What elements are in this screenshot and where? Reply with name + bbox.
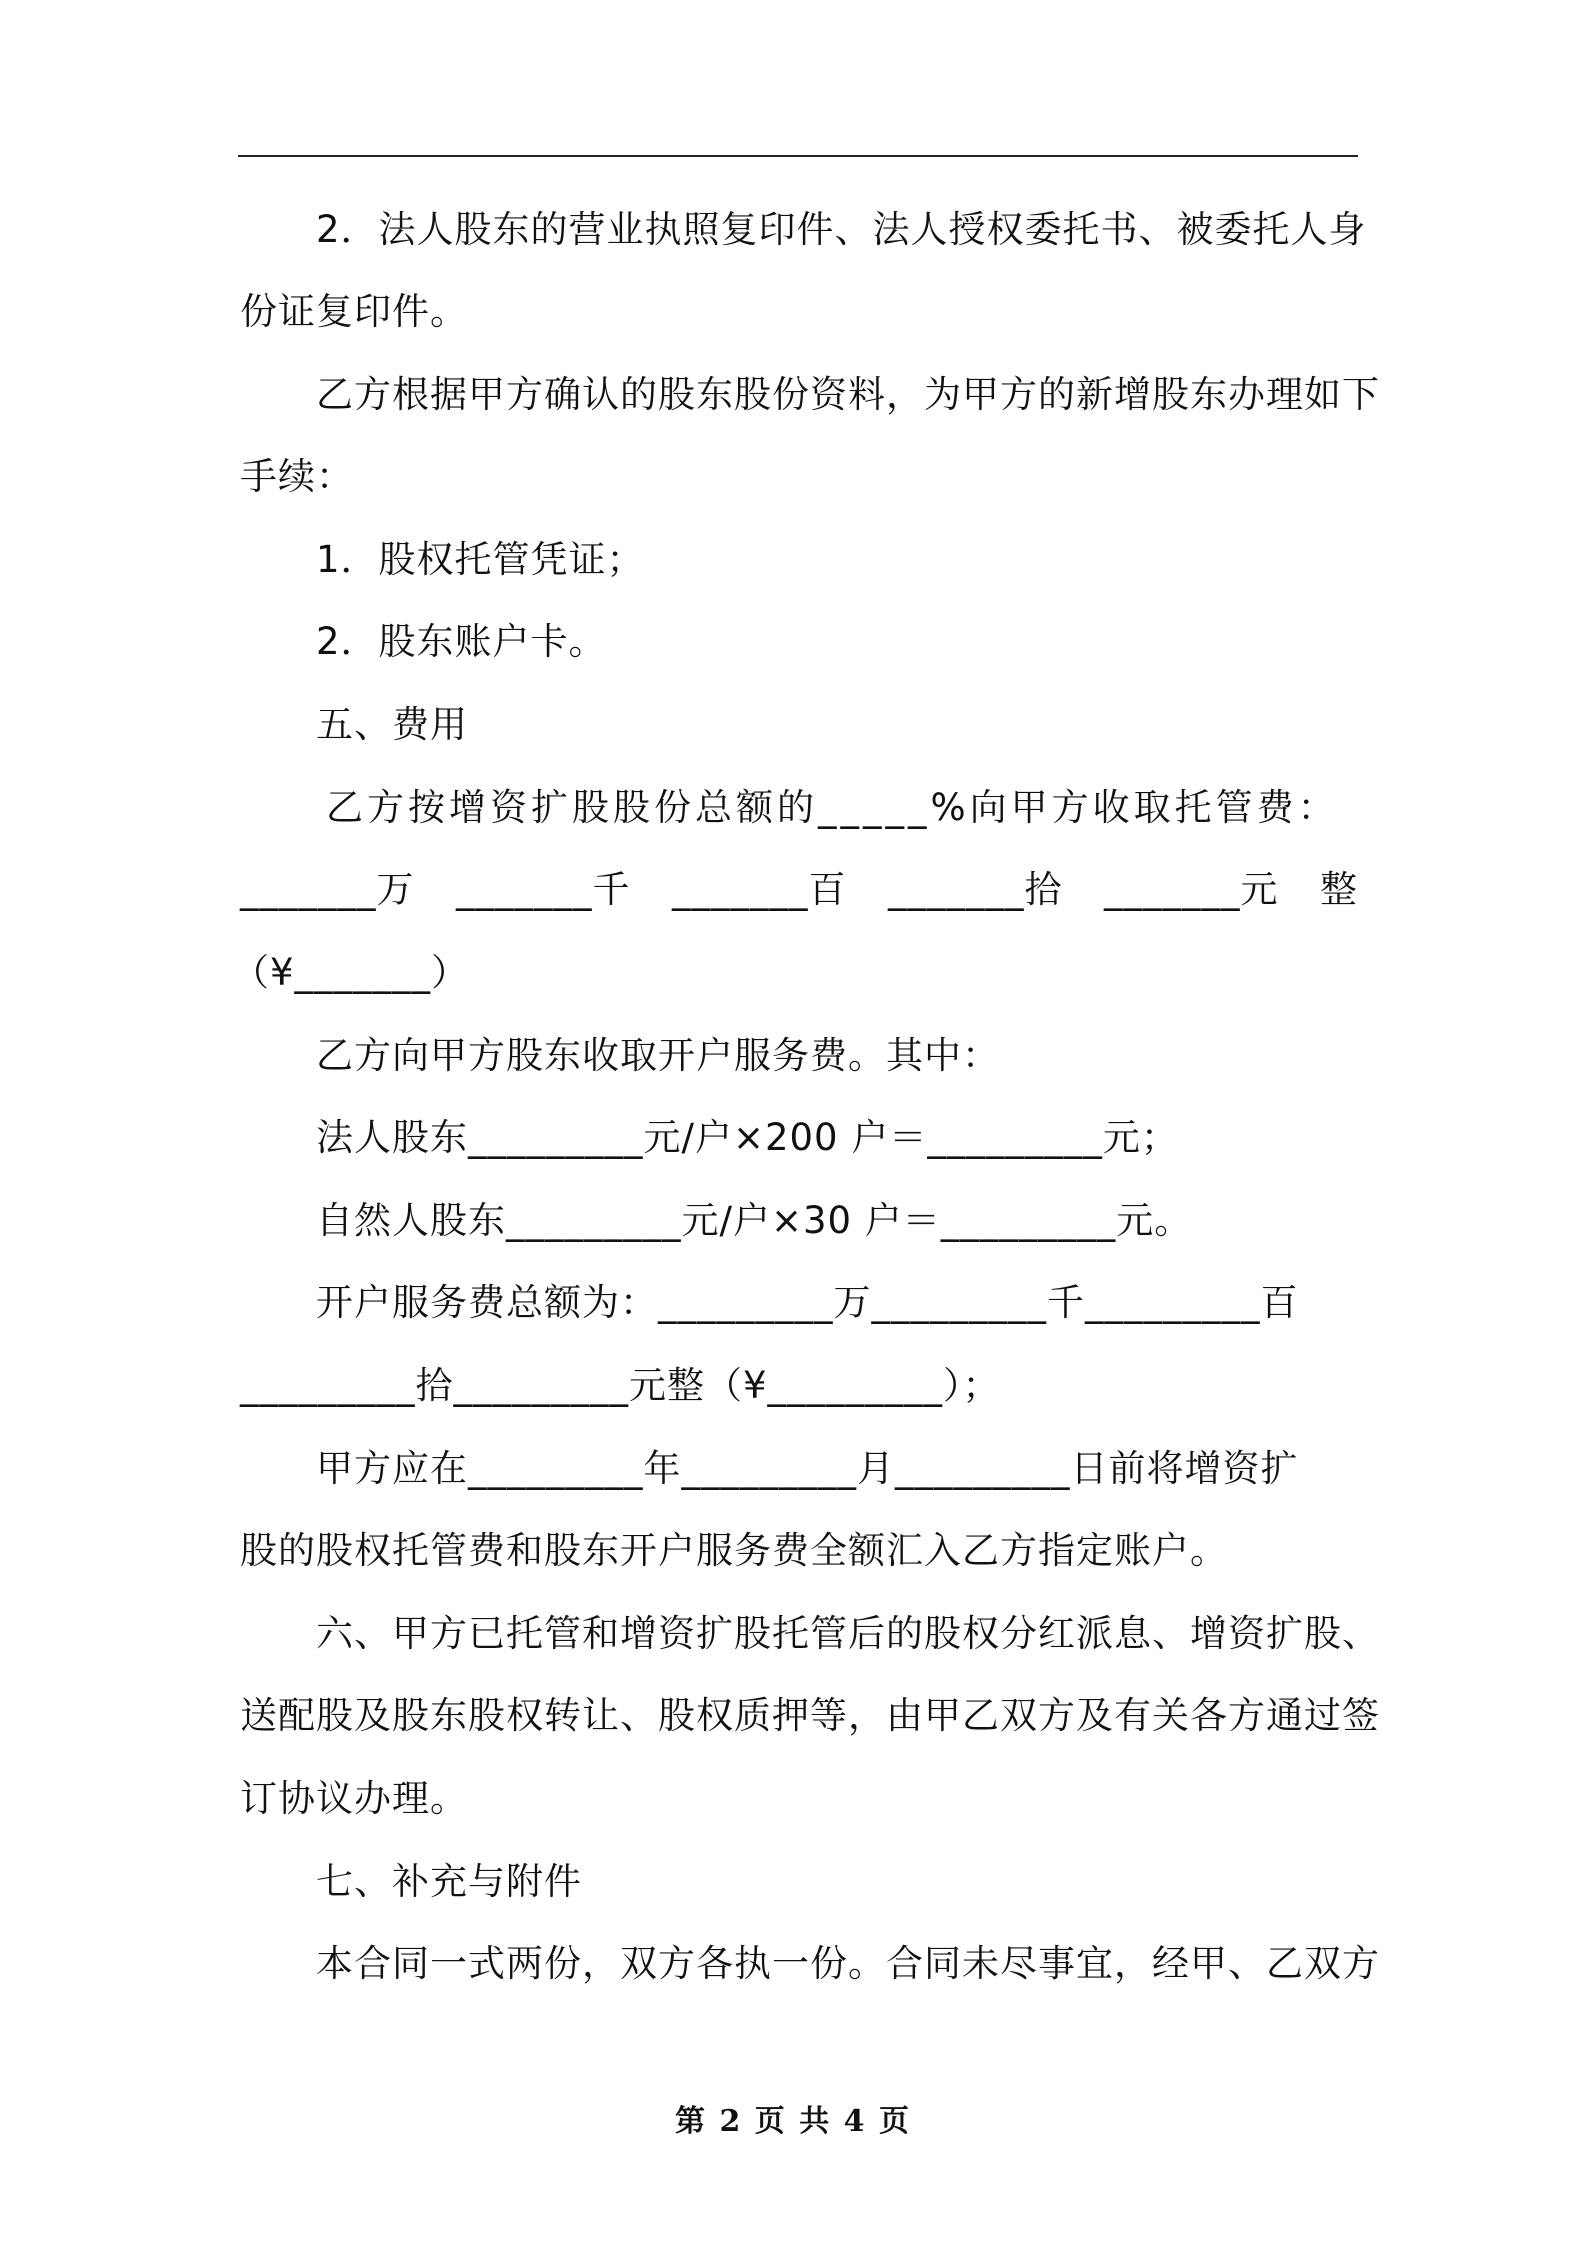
text-line: 送配股及股东股权转让、股权质押等，由甲乙双方及有关各方通过签 (240, 1694, 1380, 1737)
text-line: 乙方按增资扩股股份总额的_____%向甲方收取托管费： (326, 786, 1339, 829)
amount-bai: _______百 (672, 868, 847, 911)
text-line: 2．股东账户卡。 (316, 620, 607, 663)
text-line: _________拾_________元整（¥_________）； (240, 1364, 1001, 1407)
section-heading: 五、费用 (316, 703, 468, 746)
text-line: 自然人股东_________元/户×30 户＝_________元。 (316, 1199, 1193, 1242)
amount-yuan: _______元 (1104, 868, 1279, 911)
section-heading: 六、甲方已托管和增资扩股托管后的股权分红派息、增资扩股、 (316, 1612, 1380, 1655)
amount-shi: _______拾 (888, 868, 1063, 911)
amount-fill-line (240, 865, 1358, 915)
amount-wan: _______万 (240, 868, 415, 911)
text-line: （¥_______） (232, 951, 470, 994)
text-line: 本合同一式两份，双方各执一份。合同未尽事宜，经甲、乙双方 (316, 1942, 1380, 1985)
text-line: 股的股权托管费和股东开户服务费全额汇入乙方指定账户。 (240, 1529, 1228, 1572)
amount-zheng: 整 (1320, 868, 1358, 911)
text-line: 2．法人股东的营业执照复印件、法人授权委托书、被委托人身 (316, 208, 1367, 251)
text-line: 法人股东_________元/户×200 户＝_________元； (316, 1116, 1179, 1159)
amount-qian: _______千 (456, 868, 631, 911)
section-heading: 七、补充与附件 (316, 1860, 582, 1903)
text-line: 乙方根据甲方确认的股东股份资料，为甲方的新增股东办理如下 (316, 373, 1380, 416)
text-line: 乙方向甲方股东收取开户服务费。其中： (316, 1034, 1000, 1077)
text-line: 1．股权托管凭证； (316, 538, 645, 581)
text-line: 手续： (240, 455, 354, 498)
page-number-footer: 第 2 页 共 4 页 (675, 2104, 911, 2139)
text-line: 甲方应在_________年_________月_________日前将增资扩 (316, 1447, 1299, 1490)
text-line: 份证复印件。 (240, 290, 468, 333)
header-rule (238, 155, 1358, 157)
text-line: 订协议办理。 (240, 1777, 468, 1820)
text-line: 开户服务费总额为：_________万_________千_________百 (316, 1281, 1299, 1324)
